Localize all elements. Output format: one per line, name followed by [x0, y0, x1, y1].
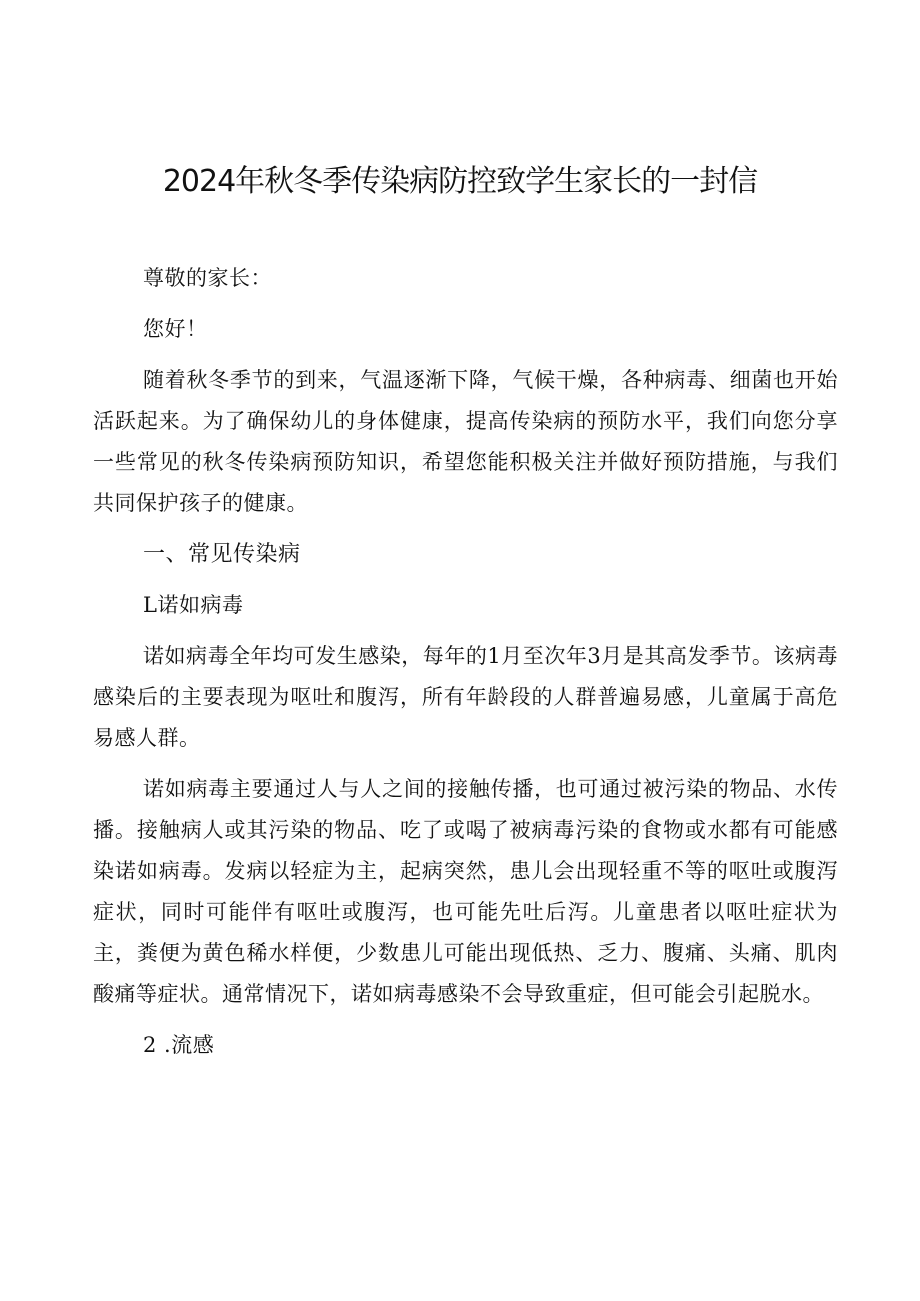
- intro-paragraph: 随着秋冬季节的到来，气温逐渐下降，气候干燥，各种病毒、细菌也开始活跃起来。为了确保幼儿的身体健康，提高传染病的预防水平，我们向您分享一些常见的秋冬传染病预防知识，希望您能积极关注并做好预防措施，与我们共同保护孩子的健康。: [93, 368, 838, 515]
- salutation: 尊敬的家长：: [143, 266, 272, 290]
- item-heading-influenza: 2 .流感: [143, 1033, 215, 1057]
- item-heading-norovirus: L诺如病毒: [143, 593, 244, 617]
- norovirus-paragraph-1: 诺如病毒全年均可发生感染，每年的1月至次年3月是其高发季节。该病毒感染后的主要表现为呕吐和腹泻，所有年龄段的人群普遍易感，儿童属于高危易感人群。: [93, 644, 838, 750]
- letter-body: [93, 258, 838, 1076]
- section-heading-common-diseases: 一、常见传染病: [143, 542, 301, 567]
- document-title: 2024年秋冬季传染病防控致学生家长的一封信: [162, 164, 758, 199]
- greeting: 您好！: [143, 317, 208, 341]
- norovirus-paragraph-2: 诺如病毒主要通过人与人之间的接触传播，也可通过被污染的物品、水传播。接触病人或其污染的物品、吃了或喝了被病毒污染的食物或水都有可能感染诺如病毒。发病以轻症为主，起病突然，患儿会出现轻重不等的呕吐或腹泻症状，同时可能伴有呕吐或腹泻，也可能先吐后泻。儿童患者以呕吐症状为主，粪便为黄色稀水样便，少数患儿可能出现低热、乏力、腹痛、头痛、肌肉酸痛等症状。通常情况下，诺如病毒感染不会导致重症，但可能会引起脱水。: [93, 777, 838, 1006]
